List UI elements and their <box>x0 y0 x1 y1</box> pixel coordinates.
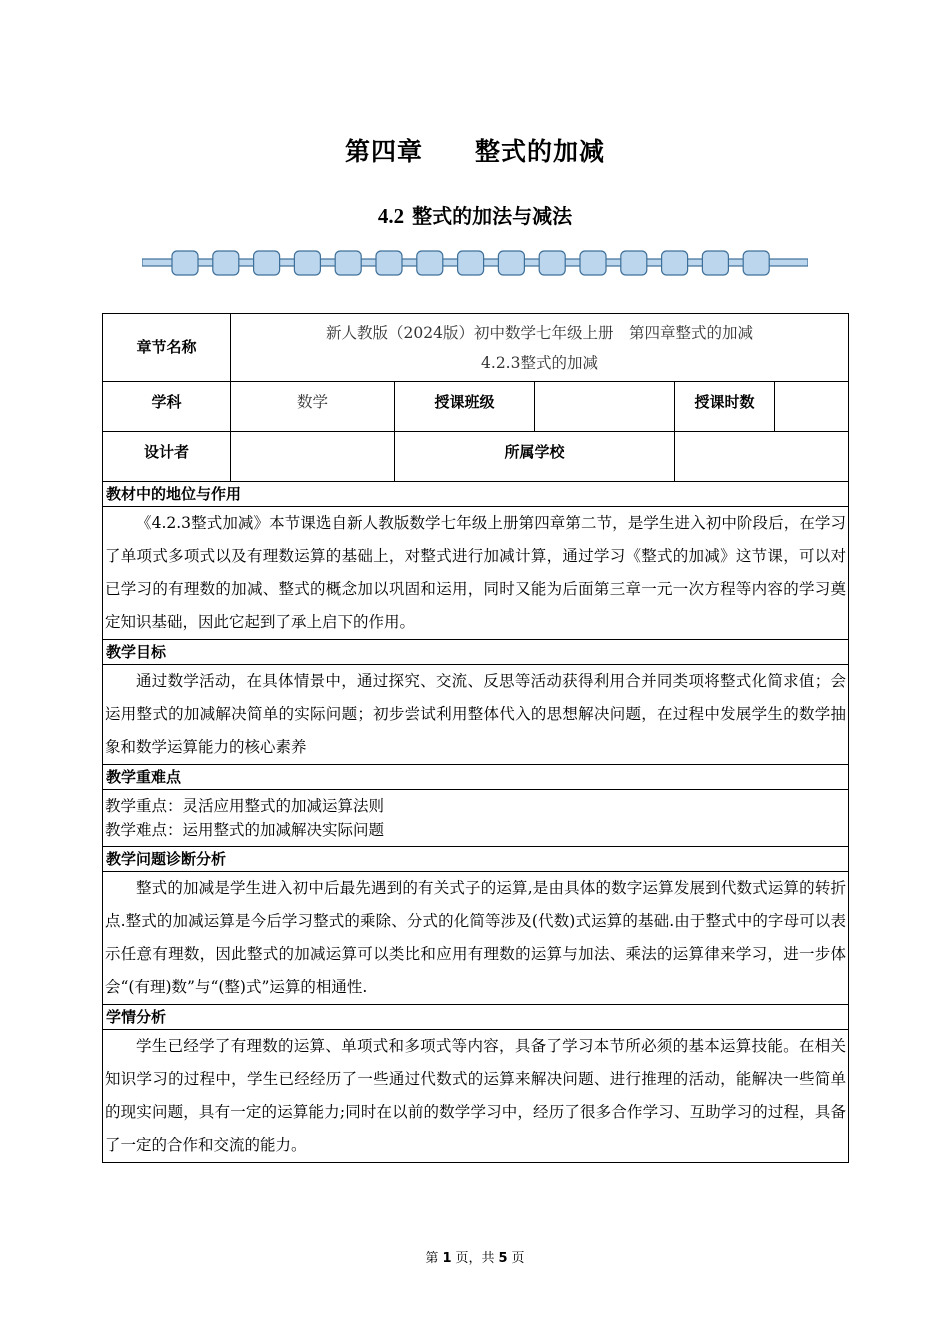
chapter-value-line2: 4.2.3整式的加减 <box>481 353 598 372</box>
bead <box>662 251 688 275</box>
current-page-number: 1 <box>442 1251 452 1266</box>
section-number: 4.2 <box>377 204 405 228</box>
chapter-name-value <box>231 314 849 382</box>
bead <box>172 251 198 275</box>
subject-value: 数学 <box>231 382 395 432</box>
bead <box>213 251 239 275</box>
bead <box>580 251 606 275</box>
bead <box>702 251 728 275</box>
bead <box>621 251 647 275</box>
school-value <box>675 432 849 482</box>
students-section-title: 学情分析 <box>103 1005 849 1030</box>
bead <box>458 251 484 275</box>
keypoints-section-title: 教学重难点 <box>103 765 849 790</box>
bead <box>539 251 565 275</box>
class-label: 授课班级 <box>395 382 535 432</box>
footer-suffix: 页 <box>511 1251 525 1266</box>
lesson-info-table <box>102 313 849 1163</box>
chapter-name-label: 章节名称 <box>103 314 231 382</box>
designer-label: 设计者 <box>103 432 231 482</box>
class-value <box>535 382 675 432</box>
diagnosis-section-title: 教学问题诊断分析 <box>103 847 849 872</box>
keypoints-section-body <box>103 790 849 847</box>
bead <box>294 251 320 275</box>
position-section-title: 教材中的地位与作用 <box>103 482 849 507</box>
chapter-value-line1: 新人教版（2024版）初中数学七年级上册 第四章整式的加减 <box>326 323 753 342</box>
hours-label: 授课时数 <box>675 382 775 432</box>
key-point-text: 教学重点：灵活应用整式的加减运算法则 <box>105 797 385 815</box>
bead <box>743 251 769 275</box>
designer-value <box>231 432 395 482</box>
diagnosis-section-text: 整式的加减是学生进入初中后最先遇到的有关式子的运算,是由具体的数字运算发展到代数式运算的转折点.整式的加减运算是今后学习整式的乘除、分式的化简等涉及(代数)式运算的基础.由于整式中的字母可以表示任意有理数，因此整式的加减运算可以类比和应用有理数的运算与加法、乘法的运算律来学习，进一步体会“(有理)数”与“(整)式”运算的相通性. <box>103 872 849 1005</box>
subject-label: 学科 <box>103 382 231 432</box>
chapter-number: 第四章 <box>344 137 423 166</box>
footer-prefix: 第 <box>425 1251 439 1266</box>
goals-section-title: 教学目标 <box>103 640 849 665</box>
footer-middle: 页，共 <box>455 1251 495 1266</box>
bead <box>376 251 402 275</box>
page-footer <box>0 1247 950 1266</box>
school-label: 所属学校 <box>395 432 675 482</box>
bead <box>417 251 443 275</box>
goals-section-text: 通过数学活动，在具体情景中，通过探究、交流、反思等活动获得利用合并同类项将整式化简求值；会运用整式的加减解决简单的实际问题；初步尝试利用整体代入的思想解决问题，在过程中发展学生的数学抽象和数学运算能力的核心素养 <box>103 665 849 765</box>
bead <box>498 251 524 275</box>
difficult-point-text: 教学难点：运用整式的加减解决实际问题 <box>105 821 385 839</box>
section-name: 整式的加法与减法 <box>412 204 573 228</box>
bead <box>254 251 280 275</box>
bead-chain-divider-icon <box>142 248 808 278</box>
hours-value <box>775 382 849 432</box>
total-page-count: 5 <box>498 1251 508 1266</box>
section-title <box>0 200 950 229</box>
bead <box>335 251 361 275</box>
chapter-name: 整式的加减 <box>475 137 606 166</box>
chapter-title <box>0 132 950 168</box>
position-section-text: 《4.2.3整式加减》本节课选自新人教版数学七年级上册第四章第二节，是学生进入初中阶段后，在学习了单项式多项式以及有理数运算的基础上，对整式进行加减计算，通过学习《整式的加减》这节课，可以对已学习的有理数的加减、整式的概念加以巩固和运用，同时又能为后面第三章一元一次方程等内容的学习奠定知识基础，因此它起到了承上启下的作用。 <box>103 507 849 640</box>
students-section-text: 学生已经学了有理数的运算、单项式和多项式等内容，具备了学习本节所必须的基本运算技能。在相关知识学习的过程中，学生已经经历了一些通过代数式的运算来解决问题、进行推理的活动，能解决一些简单的现实问题，具有一定的运算能力;同时在以前的数学学习中，经历了很多合作学习、互助学习的过程，具备了一定的合作和交流的能力。 <box>103 1030 849 1163</box>
